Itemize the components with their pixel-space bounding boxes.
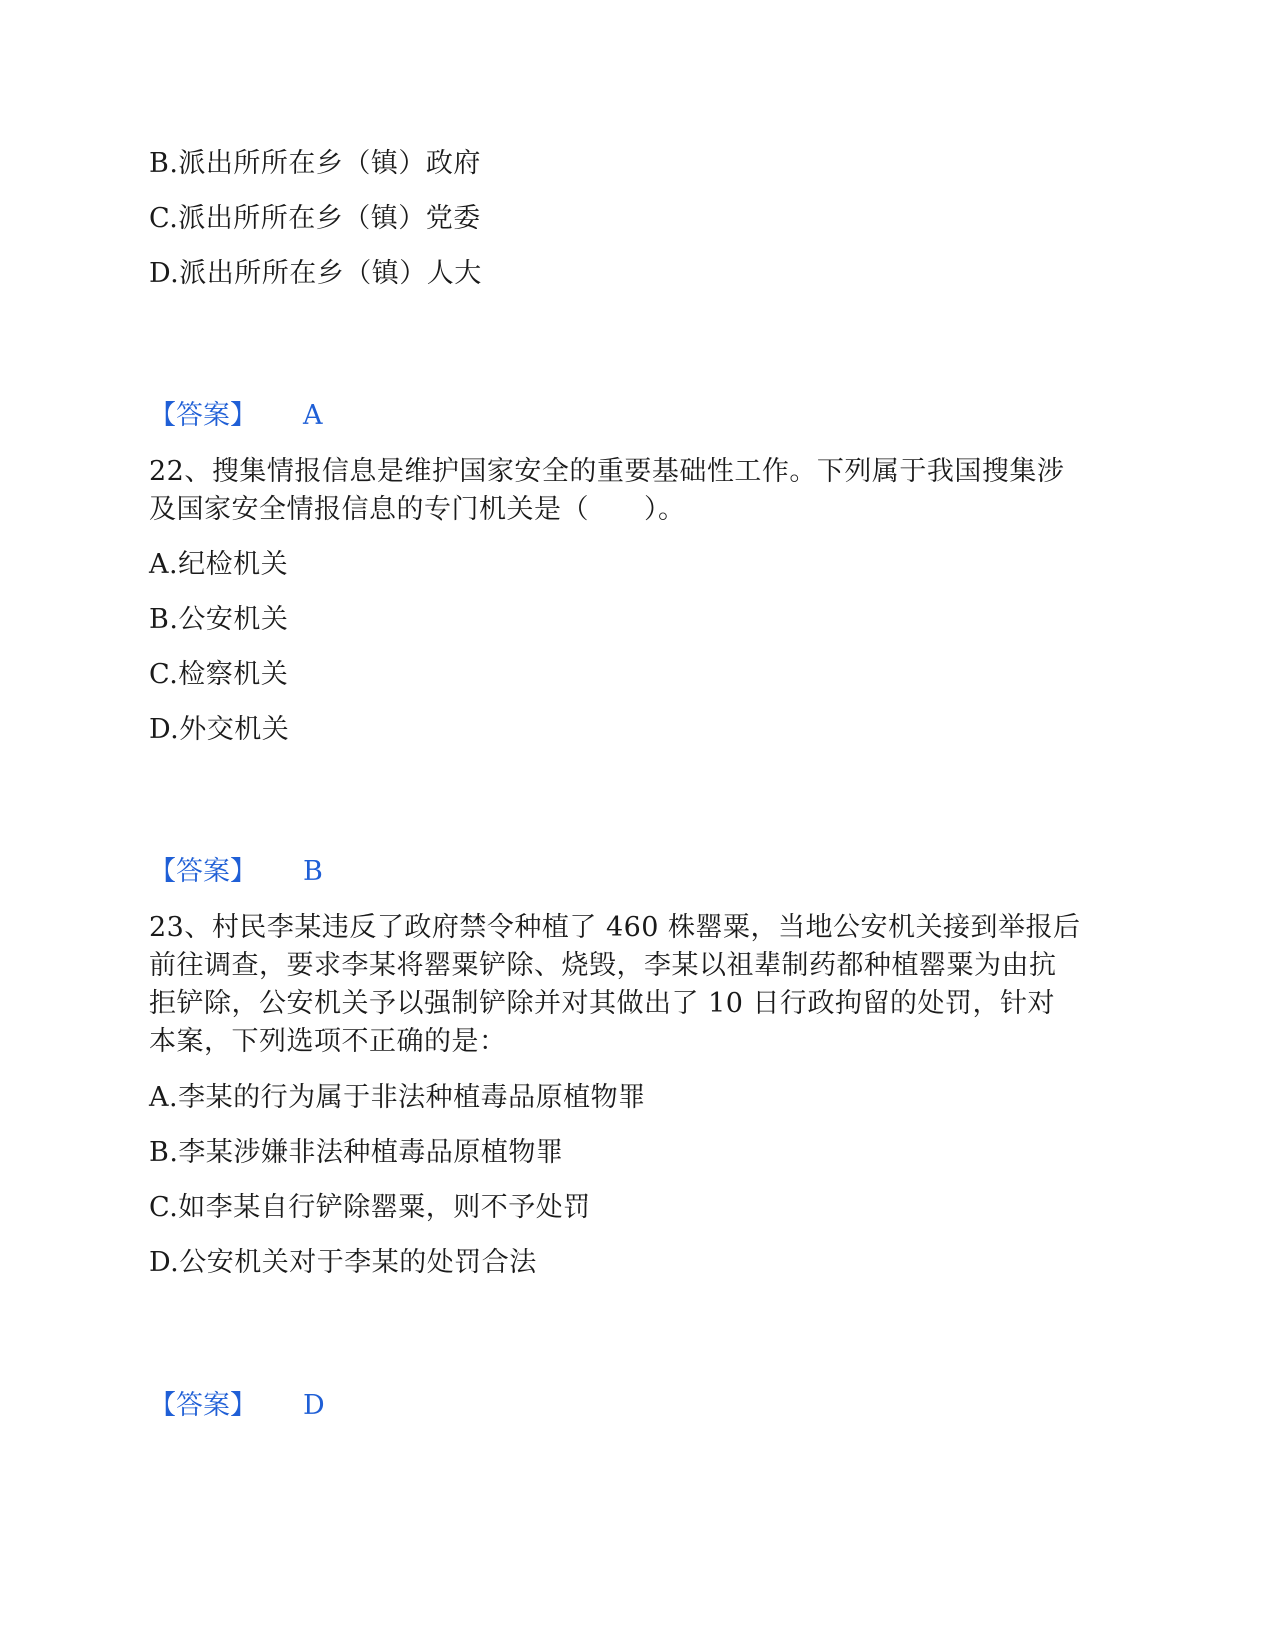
q23-answer [149,1388,325,1424]
q22-option-d: D.外交机关 [149,714,290,745]
q21-answer [149,398,323,434]
answer-value: D [303,1390,325,1421]
q22-option-c: C.检察机关 [149,659,289,690]
q21-option-b: B.派出所所在乡（镇）政府 [149,148,481,179]
q22-option-a: A.纪检机关 [149,549,289,580]
q21-option-d: D.派出所所在乡（镇）人大 [149,258,482,289]
q23-option-a: A.李某的行为属于非法种植毒品原植物罪 [149,1082,646,1113]
q23-stem-line-3: 拒铲除，公安机关予以强制铲除并对其做出了 10 日行政拘留的处罚，针对 [149,988,1056,1019]
q22-option-b: B.公安机关 [149,604,289,635]
answer-label: 【答案】 [149,856,257,887]
q23-stem-line-1: 23、村民李某违反了政府禁令种植了 460 株罂粟，当地公安机关接到举报后 [149,912,1081,943]
q22-answer [149,854,323,890]
answer-value: B [303,856,323,887]
q23-stem-line-4: 本案，下列选项不正确的是： [149,1026,507,1057]
q23-option-b: B.李某涉嫌非法种植毒品原植物罪 [149,1137,564,1168]
answer-label: 【答案】 [149,1390,257,1421]
q22-stem-line-2: 及国家安全情报信息的专门机关是（ ）。 [149,494,686,525]
q21-option-c: C.派出所所在乡（镇）党委 [149,203,481,234]
q22-stem-line-1: 22、搜集情报信息是维护国家安全的重要基础性工作。下列属于我国搜集涉 [149,456,1065,487]
answer-value: A [303,400,323,431]
q23-stem-line-2: 前往调查，要求李某将罂粟铲除、烧毁，李某以祖辈制药都种植罂粟为由抗 [149,950,1057,981]
q23-option-c: C.如李某自行铲除罂粟，则不予处罚 [149,1192,591,1223]
q23-option-d: D.公安机关对于李某的处罚合法 [149,1247,537,1278]
answer-label: 【答案】 [149,400,257,431]
